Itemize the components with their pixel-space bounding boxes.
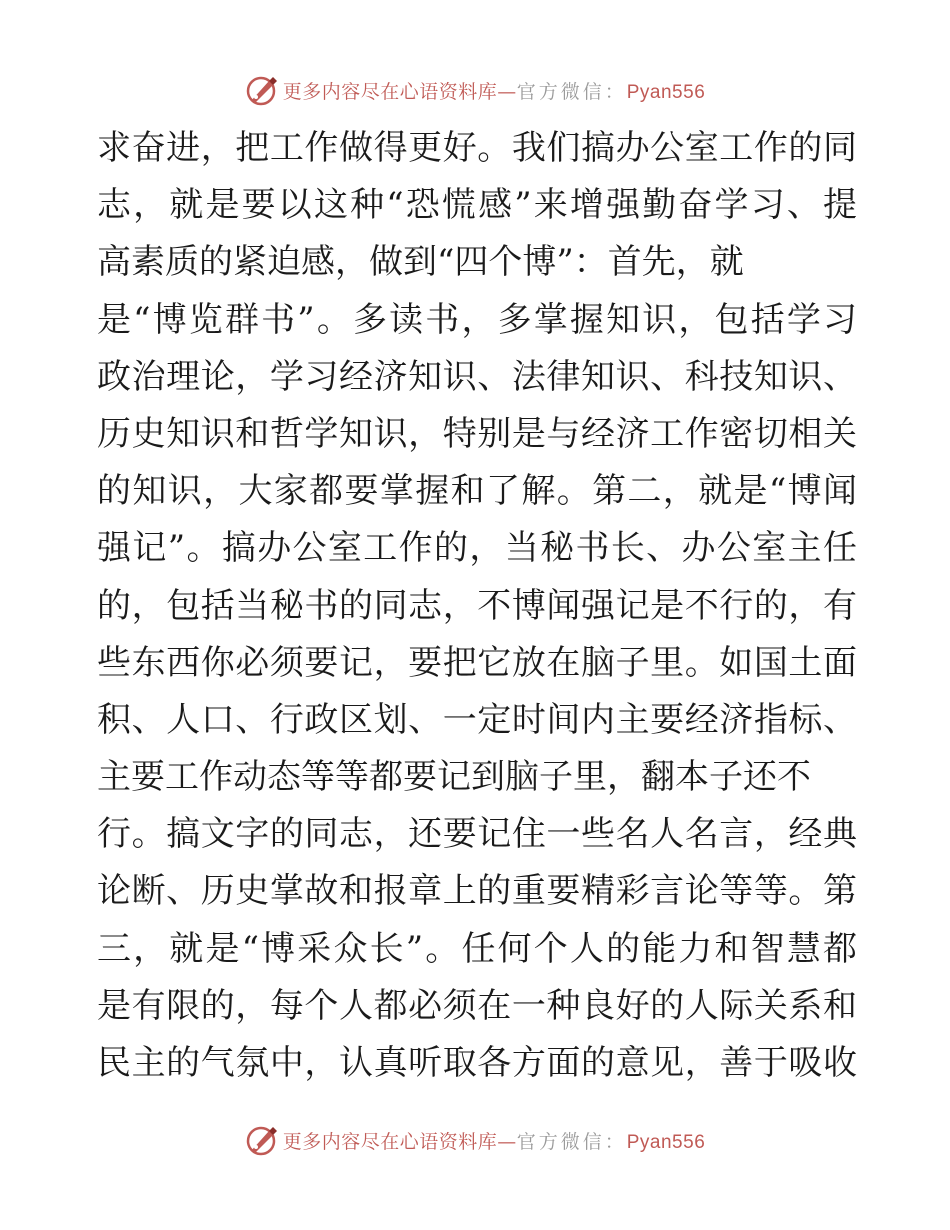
text-line: 的，包括当秘书的同志，不博闻强记是不行的，有 xyxy=(97,585,857,626)
watermark-text xyxy=(283,77,706,104)
watermark-handle: Pyan556 xyxy=(626,1131,706,1153)
text-line: 政治理论，学习经济知识、法律知识、科技知识、 xyxy=(97,356,857,397)
text-line: 求奋进，把工作做得更好。我们搞办公室工作的同 xyxy=(97,128,857,168)
text-line: 的知识，大家都要掌握和了解。第二，就是“博闻 xyxy=(97,471,857,512)
document-body xyxy=(97,120,857,1092)
watermark-brand: 更多内容尽在心语资料库 xyxy=(282,80,498,103)
watermark-dash: — xyxy=(497,1130,517,1153)
text-line: 民主的气氛中，认真听取各方面的意见，善于吸收 xyxy=(97,1043,857,1083)
text-line: 志，就是要以这种“恐慌感”来增强勤奋学习、提 xyxy=(97,185,857,226)
text-line: 主要工作动态等等都要记到脑子里，翻本子还不 xyxy=(97,757,811,798)
text-line: 三，就是“博采众长”。任何个人的能力和智慧都 xyxy=(97,928,857,969)
text-line: 强记”。搞办公室工作的，当秘书长、办公室主任 xyxy=(97,528,857,569)
text-line: 高素质的紧迫感，做到“四个博”：首先，就 xyxy=(97,242,744,283)
text-line: 行。搞文字的同志，还要记住一些名人名言，经典 xyxy=(97,814,857,855)
text-line: 积、人口、行政区划、一定时间内主要经济指标、 xyxy=(97,699,857,740)
watermark-dash: — xyxy=(497,80,517,103)
watermark-brand: 更多内容尽在心语资料库 xyxy=(282,1130,498,1153)
watermark-text xyxy=(283,1127,706,1154)
text-line: 是有限的，每个人都必须在一种良好的人际关系和 xyxy=(97,985,857,1026)
pen-logo-icon xyxy=(245,73,279,107)
watermark-official: 官方微信： xyxy=(516,80,627,103)
header-watermark xyxy=(0,70,950,110)
text-line: 些东西你必须要记，要把它放在脑子里。如国土面 xyxy=(97,642,857,683)
watermark-handle: Pyan556 xyxy=(626,81,706,103)
text-line: 论断、历史掌故和报章上的重要精彩言论等等。第 xyxy=(97,871,857,912)
pen-logo-icon xyxy=(245,1123,279,1157)
text-line: 是“博览群书”。多读书，多掌握知识，包括学习 xyxy=(97,299,857,340)
footer-watermark xyxy=(0,1120,950,1160)
watermark-official: 官方微信： xyxy=(516,1130,627,1153)
text-line: 历史知识和哲学知识，特别是与经济工作密切相关 xyxy=(97,413,857,454)
